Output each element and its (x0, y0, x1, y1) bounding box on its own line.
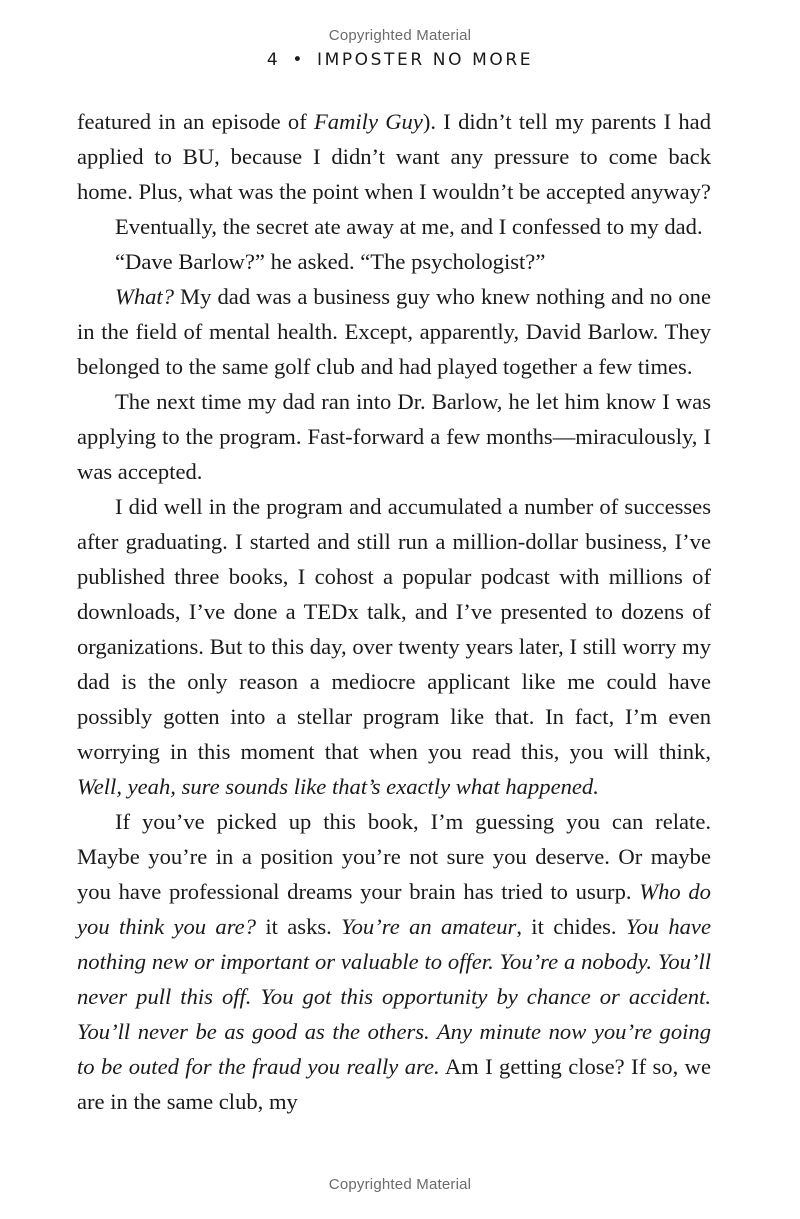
paragraph (77, 209, 711, 244)
text-run: Am I getting close? If so, we are in the same club, my (77, 1054, 711, 1114)
italic-text: You’re an amateur (341, 914, 517, 939)
copyright-watermark-bottom: Copyrighted Material (328, 1176, 472, 1193)
italic-text: Well, yeah, sure sounds like that’s exactly what happened. (77, 774, 599, 799)
italic-text: Who do you think you are? (77, 879, 711, 939)
text-run: I did well in the program and accumulated a number of successes after graduating. I started and still run a million-dollar business, I’ve published three books, I cohost a popular podcast with millions of downloads, I’ve done a TEDx talk, and I’ve presented to dozens of organizations. But to this day, over twenty years later, I still worry my dad is the only reason a mediocre applicant like me could have possibly gotten into a stellar program like that. In fact, I’m even worrying in this moment that when you read this, you will think, (77, 494, 711, 764)
text-run: featured in an episode of (77, 109, 314, 134)
text-run: “Dave Barlow?” he asked. “The psychologist?” (115, 249, 546, 274)
page-number: 4 (266, 50, 281, 70)
paragraph (77, 244, 711, 279)
paragraph (77, 279, 711, 384)
text-run: Eventually, the secret ate away at me, and I confessed to my dad. (115, 214, 703, 239)
body-text (77, 104, 711, 1119)
text-run: it asks. (256, 914, 342, 939)
text-run: , it chides. (516, 914, 626, 939)
text-run: ). I didn’t tell my parents I had applied to BU, because I didn’t want any pressure to come back home. Plus, what was the point when I wouldn’t be accepted anyway? (77, 109, 711, 204)
text-run: If you’ve picked up this book, I’m guessing you can relate. Maybe you’re in a position you’re not sure you deserve. Or maybe you have professional dreams your brain has tried to usurp. (77, 809, 711, 904)
paragraph (77, 804, 711, 1119)
book-title: IMPOSTER NO MORE (316, 50, 534, 70)
copyright-watermark-top: Copyrighted Material (328, 27, 472, 44)
running-header (0, 50, 800, 70)
paragraph (77, 104, 711, 209)
text-run: My dad was a business guy who knew nothing and no one in the field of mental health. Except, apparently, David Barlow. They belonged to the same golf club and had played together a few times. (77, 284, 711, 379)
paragraph (77, 489, 711, 804)
italic-text: You have nothing new or important or valuable to offer. You’re a nobody. You’ll never pull this off. You got this opportunity by chance or accident. You’ll never be as good as the others. Any minute now you’re going to be outed for the fraud you really are. (77, 914, 711, 1079)
header-separator: • (292, 50, 305, 70)
paragraph (77, 384, 711, 489)
text-run: The next time my dad ran into Dr. Barlow, he let him know I was applying to the program. Fast-forward a few months—miraculously, I was accepted. (77, 389, 711, 484)
italic-text: What? (115, 284, 174, 309)
italic-text: Family Guy (313, 109, 423, 134)
